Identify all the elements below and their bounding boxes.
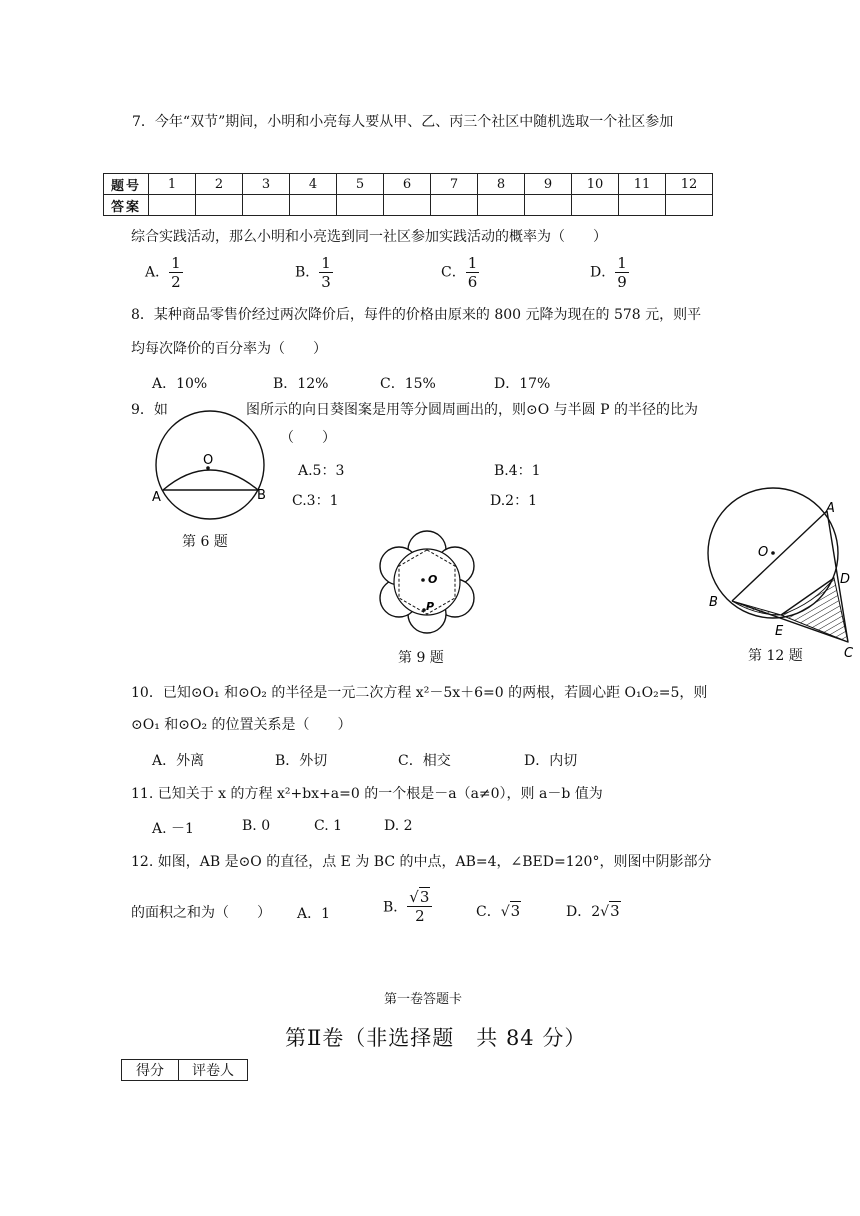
answer-card-label: 第一卷答题卡 (384, 992, 463, 1007)
q10-option-c: C．相交 (398, 753, 451, 769)
figure12-diagram (700, 490, 860, 665)
q12-option-b (383, 888, 432, 925)
score-cell: 得分 (122, 1060, 179, 1081)
q12-option-c (476, 901, 521, 921)
answer-table-number: 8 (478, 174, 525, 195)
answer-table-header-number: 题号 (104, 174, 149, 195)
q12-option-a: A．1 (297, 906, 331, 922)
sqrt-sign: √ (600, 904, 610, 920)
q12-line2: 的面积之和为（ ） (131, 905, 271, 921)
answer-table-number: 9 (525, 174, 572, 195)
figure12-label-b: B (709, 595, 718, 610)
radicand: 3 (419, 888, 430, 906)
fraction (319, 254, 333, 291)
answer-table-number-row (104, 174, 713, 195)
q10-option-b: B．外切 (275, 753, 328, 769)
denominator: 9 (617, 273, 627, 291)
fraction (466, 254, 480, 291)
figure6-label-o: O (203, 453, 214, 468)
fraction (169, 254, 183, 291)
figure12-label-e: E (775, 624, 784, 639)
q9-text: 图所示的向日葵图案是用等分圆周画出的，则⊙O 与半圆 P 的半径的比为 (246, 402, 698, 418)
answer-cell[interactable] (431, 195, 478, 216)
q7-option-c (441, 254, 479, 291)
option-label: C． (441, 264, 466, 281)
option-label: B． (295, 264, 320, 281)
q11-option-a: A. －1 (152, 821, 194, 837)
q8-line2: 均每次降价的百分率为（ ） (131, 341, 327, 357)
answer-cell[interactable] (290, 195, 337, 216)
numerator: 1 (617, 254, 627, 272)
answer-table-number: 4 (290, 174, 337, 195)
q11-option-c: C. 1 (314, 818, 343, 834)
answer-cell[interactable] (196, 195, 243, 216)
q7-option-d (590, 254, 629, 291)
q12-line1: 12. 如图，AB 是⊙O 的直径，点 E 为 BC 的中点，AB=4，∠BED=120°，则图中阴影部分 (131, 854, 712, 870)
q7-option-b (295, 254, 333, 291)
figure12-caption: 第 12 题 (748, 648, 803, 664)
denominator: 3 (321, 273, 331, 291)
grader-cell: 评卷人 (179, 1060, 248, 1081)
figure12-diameter-ab (732, 511, 827, 601)
q9-prefix: 9．如 (131, 402, 168, 418)
numerator: 1 (321, 254, 331, 272)
figure12-label-a: A (826, 501, 835, 516)
answer-cell[interactable] (243, 195, 290, 216)
answer-table (103, 173, 713, 216)
answer-cell[interactable] (337, 195, 384, 216)
q11-option-b: B. 0 (242, 818, 271, 834)
figure9-center-dot (421, 578, 425, 582)
q10-line2: ⊙O₁ 和⊙O₂ 的位置关系是（ ） (131, 717, 352, 733)
sqrt-sign: √ (409, 888, 419, 906)
q8-option-c: C．15% (380, 376, 436, 392)
q8-line1: 8．某种商品零售价经过两次降价后，每件的价格由原来的 800 元降为现在的 578 元，则平 (131, 307, 702, 323)
figure6-label-b: B (257, 488, 266, 503)
q8-option-a: A．10% (152, 376, 208, 392)
answer-cell[interactable] (384, 195, 431, 216)
option-label: A． (145, 264, 170, 281)
option-label: D． (566, 904, 592, 920)
figure9-diagram (378, 528, 478, 636)
q12-option-d (566, 901, 621, 921)
q9-option-c: C.3：1 (292, 493, 339, 509)
answer-table-number: 6 (384, 174, 431, 195)
numerator (407, 888, 432, 907)
radicand: 3 (610, 902, 620, 920)
radicand: 3 (510, 902, 521, 920)
part2-title: 第Ⅱ卷（非选择题 共 84 分） (285, 1026, 587, 1050)
fraction (615, 254, 629, 291)
answer-table-number: 3 (243, 174, 290, 195)
q9-paren: （ ） (280, 430, 336, 446)
figure6-arc (163, 470, 258, 490)
figure12-center-dot (771, 551, 775, 555)
sqrt-sign: √ (500, 904, 510, 920)
q10-option-d: D．内切 (524, 753, 578, 769)
option-label: D． (590, 264, 616, 281)
q10-option-a: A．外离 (152, 753, 205, 769)
figure12-label-o: O (758, 545, 769, 560)
answer-table-header-answer: 答案 (104, 195, 149, 216)
answer-table-number: 7 (431, 174, 478, 195)
answer-table-answer-row (104, 195, 713, 216)
coefficient: 2 (591, 904, 601, 920)
figure6-diagram (150, 410, 275, 525)
score-table (121, 1059, 248, 1081)
answer-table-number: 2 (196, 174, 243, 195)
figure12-label-c: C (844, 646, 854, 661)
answer-cell[interactable] (619, 195, 666, 216)
answer-table-number: 1 (149, 174, 196, 195)
q10-line1: 10．已知⊙O₁ 和⊙O₂ 的半径是一元二次方程 x²－5x＋6=0 的两根，若圆心距 O₁O₂=5，则 (131, 685, 708, 701)
fraction (407, 888, 432, 925)
figure6-label-a: A (152, 490, 161, 505)
q9-option-a: A.5：3 (298, 463, 345, 479)
q11-option-d: D. 2 (384, 818, 413, 834)
figure9-label-o: O (428, 573, 438, 586)
q8-option-b: B．12% (273, 376, 329, 392)
answer-cell[interactable] (666, 195, 713, 216)
denominator: 6 (467, 273, 478, 291)
figure6-caption: 第 6 题 (182, 534, 228, 550)
denominator: 2 (171, 273, 181, 291)
q8-option-d: D．17% (494, 376, 551, 392)
option-label: B． (383, 899, 408, 916)
answer-cell[interactable] (478, 195, 525, 216)
numerator: 1 (467, 254, 478, 272)
q9-option-d: D.2：1 (490, 493, 537, 509)
q11-line1: 11. 已知关于 x 的方程 x²+bx+a=0 的一个根是－a（a≠0），则 a－b 值为 (131, 786, 603, 802)
numerator: 1 (171, 254, 181, 272)
figure12-label-d: D (840, 572, 851, 587)
answer-cell[interactable] (525, 195, 572, 216)
q7-option-a (145, 254, 183, 291)
option-label: C． (476, 904, 501, 920)
figure12-shaded-region-c (781, 578, 848, 642)
q9-option-b: B.4：1 (494, 463, 541, 479)
answer-table-number: 10 (572, 174, 619, 195)
denominator: 2 (415, 907, 425, 925)
figure9-label-p: P (426, 600, 435, 613)
figure9-caption: 第 9 题 (398, 650, 444, 666)
answer-cell[interactable] (572, 195, 619, 216)
answer-table-number: 5 (337, 174, 384, 195)
answer-table-number: 11 (619, 174, 666, 195)
q7-line1: 7．今年“双节”期间，小明和小亮每人要从甲、乙、丙三个社区中随机选取一个社区参加 (132, 114, 674, 130)
answer-cell[interactable] (149, 195, 196, 216)
q7-line2: 综合实践活动，那么小明和小亮选到同一社区参加实践活动的概率为（ ） (131, 229, 607, 245)
answer-table-number: 12 (666, 174, 713, 195)
